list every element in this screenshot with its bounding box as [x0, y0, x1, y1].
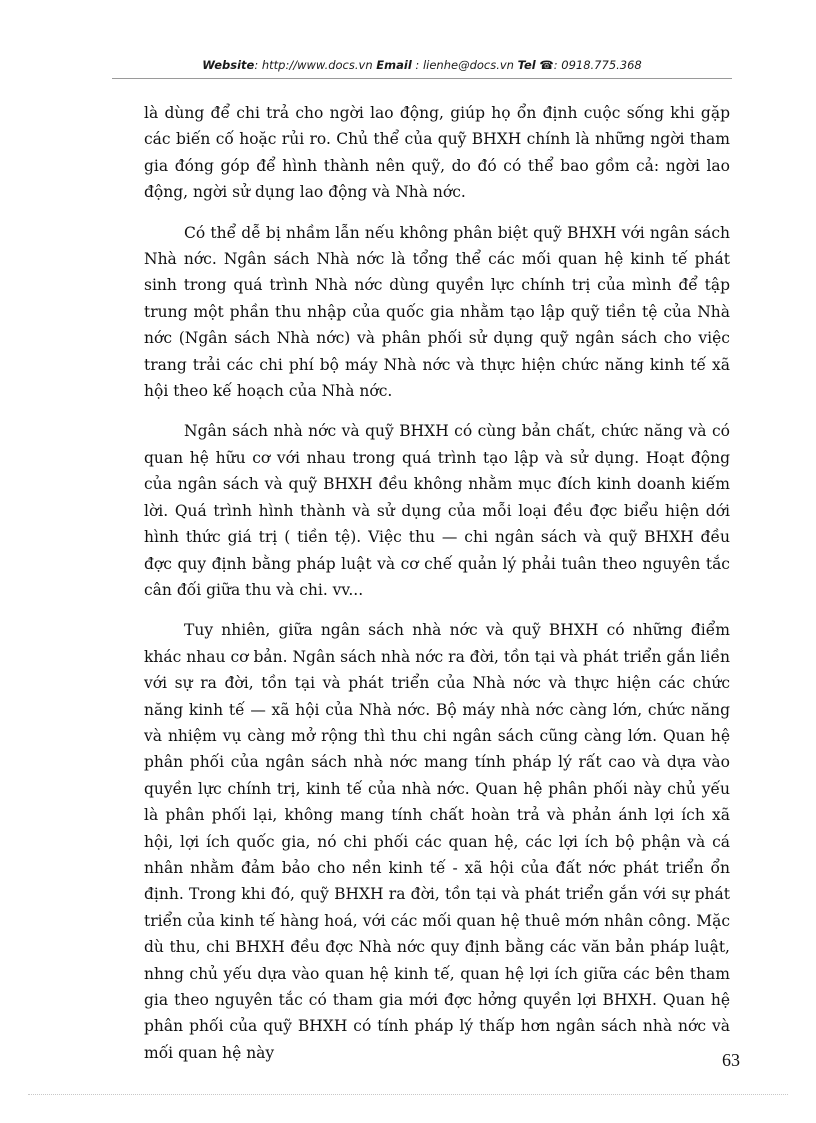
email-value: : lienhe@docs.vn	[415, 58, 514, 72]
paragraph-4: Tuy nhiên, giữa ngân sách nhà nớc và quỹ BHXH có những điểm khác nhau cơ bản. Ngân sách nhà nớc ra đời, tồn tại và phát triển gắn liền với sự ra đời, tồn tại và phát triển của Nhà nớc và thực hiện các chức năng kinh tế — xã hội của Nhà nớc. Bộ máy nhà nớc càng lớn, chức năng và nhiệm vụ càng mở rộng thì thu chi ngân sách cũng càng lớn. Quan hệ phân phối của ngân sách nhà nớc mang tính pháp lý rất cao và dựa vào quyền lực chính trị, kinh tế của nhà nớc. Quan hệ phân phối này chủ yếu là phân phối lại, không mang tính chất hoàn trả và phản ánh lợi ích xã hội, lợi ích quốc gia, nó chi phối các quan hệ, các lợi ích bộ phận và cá nhân nhằm đảm bảo cho nền kinh tế - xã hội của đất nớc phát triển ổn định. Trong khi đó, quỹ BHXH ra đời, tồn tại và phát triển gắn với sự phát triển của kinh tế hàng hoá, với các mối quan hệ thuê mớn nhân công. Mặc dù thu, chi BHXH đều đợc Nhà nớc quy định bằng các văn bản pháp luật, nhng chủ yếu dựa vào quan hệ kinh tế, quan hệ lợi ích giữa các bên tham gia theo nguyên tắc có tham gia mới đợc hởng quyền lợi BHXH. Quan hệ phân phối của quỹ BHXH có tính pháp lý thấp hơn ngân sách nhà nớc và mối quan hệ này	[144, 621, 730, 1062]
paragraph-1: là dùng để chi trả cho ngời lao động, giúp họ ổn định cuộc sống khi gặp các biến cố hoặc rủi ro. Chủ thể của quỹ BHXH chính là những ngời tham gia đóng góp để hình thành nên quỹ, do đó có thể bao gồm cả: ngời lao động, ngời sử dụng lao động và Nhà nớc.	[144, 104, 730, 202]
phone-icon: ☎	[539, 58, 554, 72]
paragraph-2: Có thể dễ bị nhầm lẫn nếu không phân biệt quỹ BHXH với ngân sách Nhà nớc. Ngân sách Nhà nớc là tổng thể các mối quan hệ kinh tế phát sinh trong quá trình Nhà nớc dùng quyền lực chính trị của mình để tập trung một phần thu nhập của quốc gia nhằm tạo lập quỹ tiền tệ của Nhà nớc (Ngân sách Nhà nớc) và phân phối sử dụng quỹ ngân sách cho việc trang trải các chi phí bộ máy Nhà nớc và thực hiện chức năng kinh tế xã hội theo kế hoạch của Nhà nớc.	[144, 223, 730, 401]
footer-divider	[28, 1094, 788, 1095]
tel-value: : 0918.775.368	[553, 58, 642, 72]
website-label: Website	[202, 58, 255, 72]
document-body	[144, 100, 730, 1080]
page-number: 63	[722, 1050, 740, 1070]
page-header	[112, 54, 732, 79]
tel-label: Tel	[517, 58, 536, 72]
email-label: Email	[376, 58, 412, 72]
website-value: : http://www.docs.vn	[254, 58, 373, 72]
paragraph-3: Ngân sách nhà nớc và quỹ BHXH có cùng bản chất, chức năng và có quan hệ hữu cơ với nhau trong quá trình tạo lập và sử dụng. Hoạt động của ngân sách và quỹ BHXH đều không nhằm mục đích kinh doanh kiếm lời. Quá trình hình thành và sử dụng của mỗi loại đều đợc biểu hiện dới hình thức giá trị ( tiền tệ). Việc thu — chi ngân sách và quỹ BHXH đều đợc quy định bằng pháp luật và cơ chế quản lý phải tuân theo nguyên tắc cân đối giữa thu và chi. vv...	[144, 422, 730, 599]
